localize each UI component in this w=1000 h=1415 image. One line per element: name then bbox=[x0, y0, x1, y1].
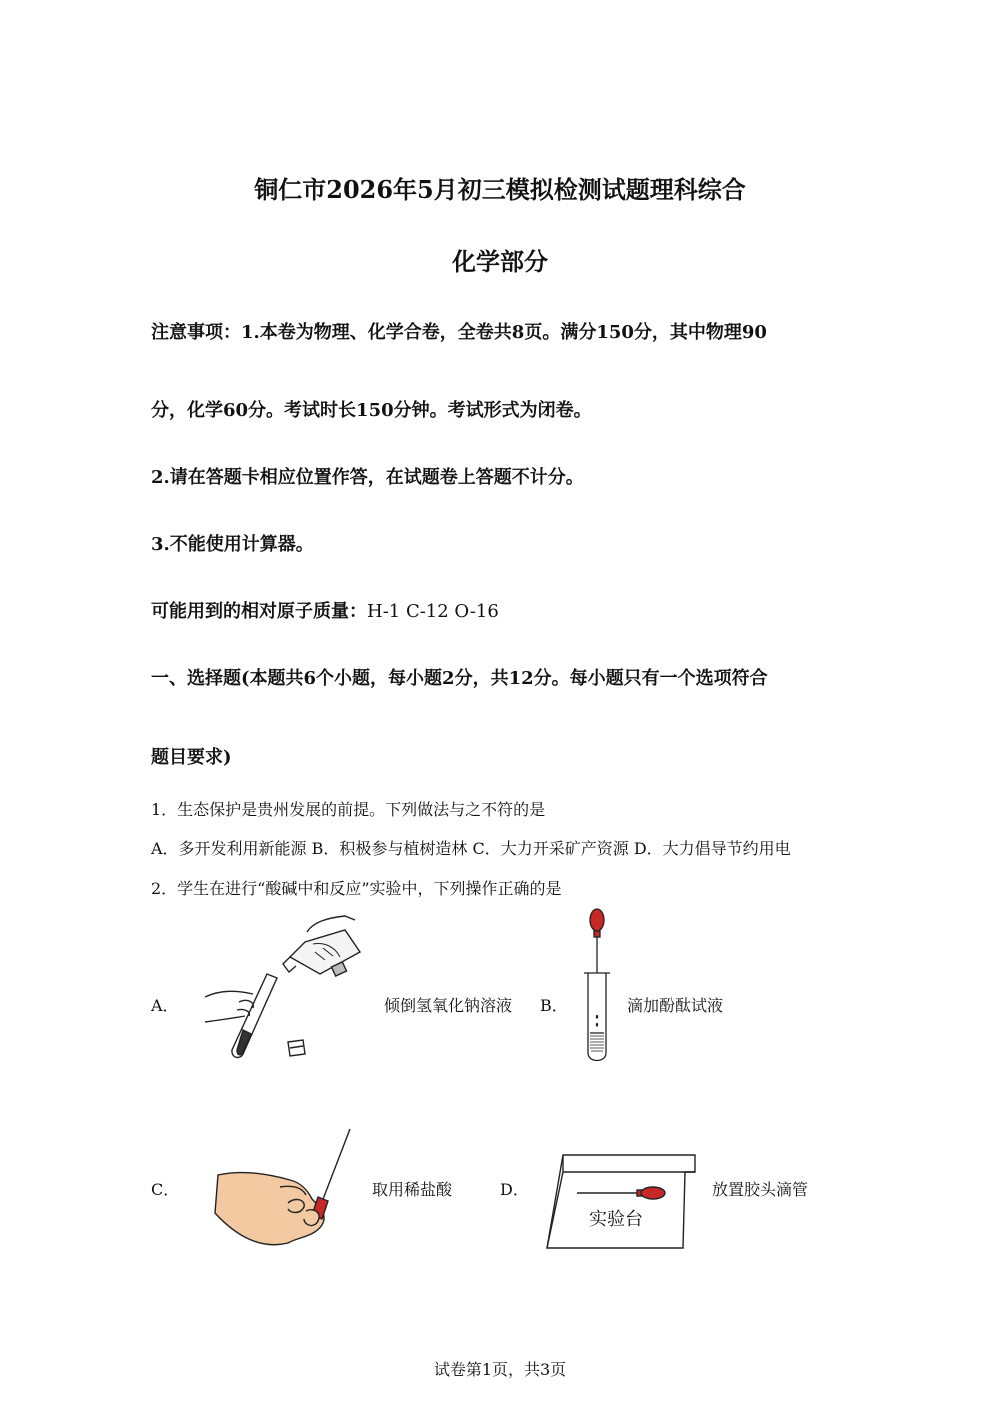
q2-stem: 2．学生在进行“酸碱中和反应”实验中，下列操作正确的是 bbox=[151, 879, 562, 898]
lab-bench-label: 实验台 bbox=[589, 1209, 643, 1230]
page-title: 铜仁市2026年5月初三模拟检测试题理科综合 bbox=[254, 175, 746, 204]
lab-bench-illustration bbox=[545, 1150, 700, 1250]
q2-option-c-caption: 取用稀盐酸 bbox=[372, 1180, 453, 1199]
notice-line-4: 3.不能使用计算器。 bbox=[151, 534, 314, 555]
pouring-liquid-illustration bbox=[195, 912, 375, 1062]
notice-line-2: 分，化学60分。考试时长150分钟。考试形式为闭卷。 bbox=[151, 400, 592, 421]
q2-option-c-letter: C． bbox=[151, 1180, 180, 1199]
atomic-mass-line bbox=[151, 597, 499, 623]
section1-heading-line-2: 题目要求) bbox=[151, 747, 232, 768]
q2-option-d-caption: 放置胶头滴管 bbox=[712, 1180, 809, 1199]
q2-option-a-letter: A． bbox=[151, 996, 179, 1015]
atomic-mass-values: H-1 C-12 O-16 bbox=[367, 601, 499, 622]
q2-option-d-letter: D． bbox=[500, 1180, 529, 1199]
notice-line-3: 2.请在答题卡相应位置作答，在试题卷上答题不计分。 bbox=[151, 467, 584, 488]
notice-line-1: 注意事项：1.本卷为物理、化学合卷，全卷共8页。满分150分，其中物理90 bbox=[151, 322, 767, 343]
taking-acid-illustration bbox=[210, 1125, 360, 1250]
q2-option-b-caption: 滴加酚酞试液 bbox=[627, 996, 724, 1015]
section1-heading-line-1: 一、选择题(本题共6个小题，每小题2分，共12分。每小题只有一个选项符合 bbox=[151, 668, 768, 689]
q2-option-a-caption: 倾倒氢氧化钠溶液 bbox=[384, 996, 513, 1015]
dropping-indicator-illustration bbox=[575, 905, 625, 1065]
q2-option-b-letter: B． bbox=[540, 996, 568, 1015]
atomic-mass-label: 可能用到的相对原子质量： bbox=[151, 601, 367, 622]
q1-stem: 1．生态保护是贵州发展的前提。下列做法与之不符的是 bbox=[151, 800, 546, 819]
page-footer: 试卷第1页，共3页 bbox=[433, 1360, 567, 1379]
q1-options: A．多开发利用新能源 B．积极参与植树造林 C．大力开采矿产资源 D．大力倡导节约用电 bbox=[151, 839, 791, 858]
page-subtitle: 化学部分 bbox=[452, 247, 548, 276]
